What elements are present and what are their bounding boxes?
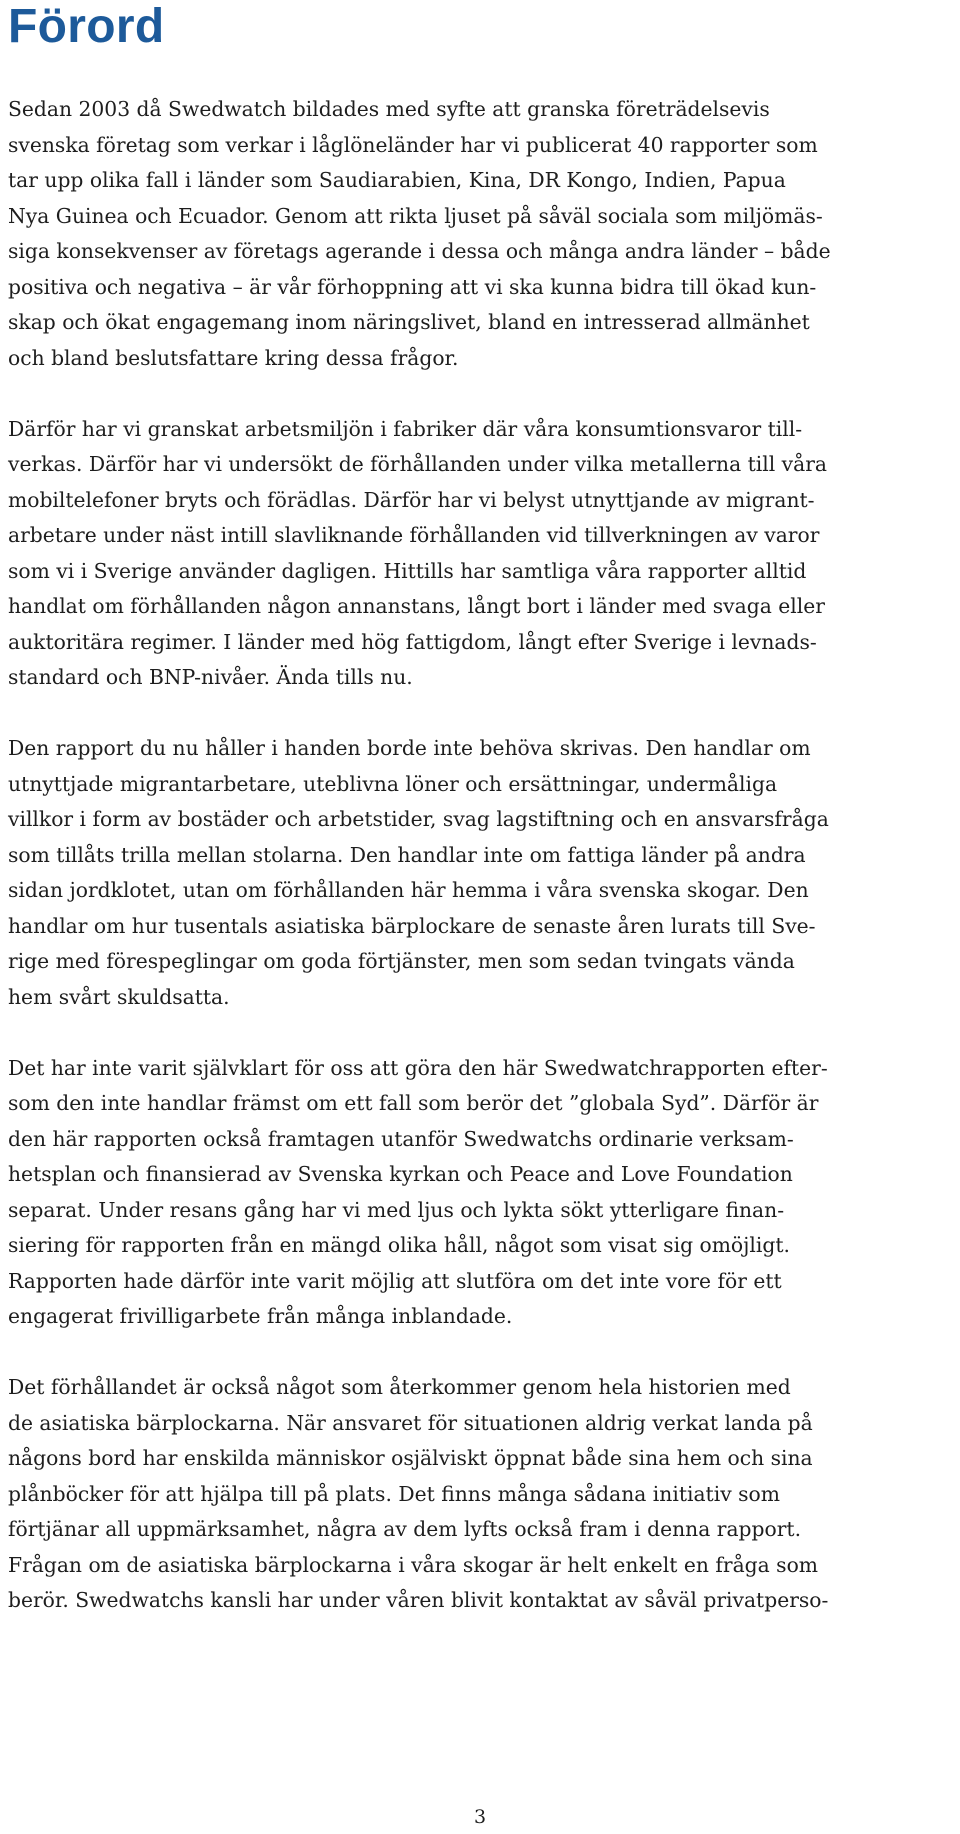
- text-line: rige med förespeglingar om goda förtjänster, men som sedan tvingats vända: [8, 949, 795, 973]
- paragraph-5: [8, 1370, 956, 1619]
- text-line: någons bord har enskilda människor osjälviskt öppnat både sina hem och sina: [8, 1446, 813, 1470]
- text-line: den här rapporten också framtagen utanför Swedwatchs ordinarie verksam-: [8, 1126, 794, 1151]
- paragraph-4: [8, 1051, 956, 1335]
- text-line: som vi i Sverige använder dagligen. Hittills har samtliga våra rapporter alltid: [8, 558, 807, 583]
- text-line: skap och ökat engagemang inom näringslivet, bland en intresserad allmänhet: [8, 310, 810, 334]
- paragraph-1: [8, 92, 956, 376]
- text-line: utnyttjade migrantarbetare, uteblivna löner och ersättningar, undermåliga: [8, 771, 778, 796]
- text-line: berör. Swedwatchs kansli har under våren blivit kontaktat av såväl privatperso-: [8, 1588, 829, 1612]
- text-line: Sedan 2003 då Swedwatch bildades med syfte att granska företrädelsevis: [8, 97, 770, 121]
- text-line: tar upp olika fall i länder som Saudiarabien, Kina, DR Kongo, Indien, Papua: [8, 168, 786, 192]
- body-text: [8, 92, 956, 1619]
- text-line: de asiatiska bärplockarna. När ansvaret för situationen aldrig verkat landa på: [8, 1410, 813, 1435]
- text-line: plånböcker för att hjälpa till på plats. Det finns många sådana initiativ som: [8, 1481, 780, 1506]
- text-line: som tillåts trilla mellan stolarna. Den handlar inte om fattiga länder på andra: [8, 842, 806, 867]
- text-line: Det har inte varit självklart för oss att göra den här Swedwatchrapporten efter-: [8, 1055, 828, 1080]
- text-line: och bland beslutsfattare kring dessa frågor.: [8, 345, 459, 370]
- text-line: Den rapport du nu håller i handen borde inte behöva skrivas. Den handlar om: [8, 736, 811, 760]
- text-line: handlat om förhållanden någon annanstans, långt bort i länder med svaga eller: [8, 594, 825, 618]
- text-line: Rapporten hade därför inte varit möjlig att slutföra om det inte vore för ett: [8, 1268, 782, 1293]
- text-line: arbetare under näst intill slavliknande förhållanden vid tillverkningen av varor: [8, 523, 820, 547]
- text-line: sidan jordklotet, utan om förhållanden här hemma i våra svenska skogar. Den: [8, 878, 809, 902]
- text-line: Frågan om de asiatiska bärplockarna i våra skogar är helt enkelt en fråga som: [8, 1552, 819, 1577]
- text-line: positiva och negativa – är vår förhoppning att vi ska kunna bidra till ökad kun-: [8, 274, 817, 299]
- text-line: Det förhållandet är också något som återkommer genom hela historien med: [8, 1375, 791, 1399]
- text-line: auktoritära regimer. I länder med hög fattigdom, långt efter Sverige i levnads-: [8, 629, 817, 654]
- text-line: siga konsekvenser av företags agerande i dessa och många andra länder – både: [8, 239, 831, 263]
- paragraph-3: [8, 731, 956, 1015]
- text-line: mobiltelefoner bryts och förädlas. Därför har vi belyst utnyttjande av migrant-: [8, 487, 815, 512]
- page-number: 3: [473, 1806, 487, 1828]
- text-line: villkor i form av bostäder och arbetstider, svag lagstiftning och en ansvarsfråga: [8, 807, 829, 831]
- text-line: som den inte handlar främst om ett fall som berör det ”globala Syd”. Därför är: [8, 1091, 819, 1115]
- text-line: siering för rapporten från en mängd olika håll, något som visat sig omöjligt.: [8, 1233, 790, 1257]
- text-line: handlar om hur tusentals asiatiska bärplockare de senaste åren lurats till Sve-: [8, 913, 816, 938]
- text-line: standard och BNP-nivåer. Ända tills nu.: [8, 665, 413, 689]
- page-title: Förord: [8, 0, 165, 53]
- document-page: [8, 0, 956, 1654]
- text-line: hetsplan och finansierad av Svenska kyrkan och Peace and Love Foundation: [8, 1162, 793, 1186]
- text-line: hem svårt skuldsatta.: [8, 984, 230, 1009]
- text-line: separat. Under resans gång har vi med ljus och lykta sökt ytterligare finan-: [8, 1197, 785, 1222]
- text-line: förtjänar all uppmärksamhet, några av dem lyfts också fram i denna rapport.: [8, 1517, 802, 1541]
- text-line: engagerat frivilligarbete från många inblandade.: [8, 1304, 513, 1328]
- text-line: Därför har vi granskat arbetsmiljön i fabriker där våra konsumtionsvaror till-: [8, 416, 803, 441]
- paragraph-2: [8, 412, 956, 696]
- text-line: svenska företag som verkar i låglöneländer har vi publicerat 40 rapporter som: [8, 132, 818, 157]
- text-line: verkas. Därför har vi undersökt de förhållanden under vilka metallerna till våra: [8, 452, 828, 476]
- text-line: Nya Guinea och Ecuador. Genom att rikta ljuset på såväl sociala som miljömäs-: [8, 203, 823, 228]
